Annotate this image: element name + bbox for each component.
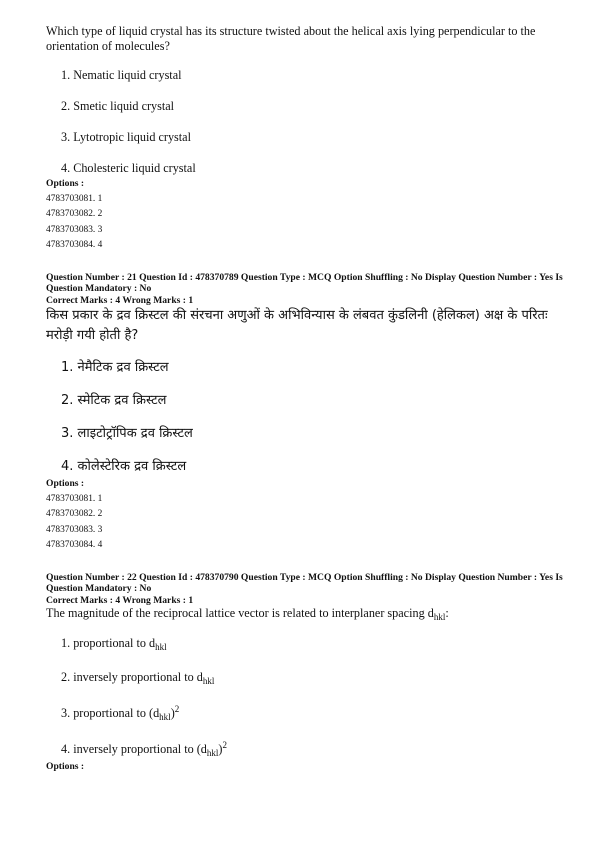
q21-marks: Correct Marks : 4 Wrong Marks : 1 — [46, 294, 194, 306]
q22-text-main: The magnitude of the reciprocal lattice vector is related to interplaner spacing d — [46, 606, 434, 620]
q20-option-id-3: 4783703083. 3 — [46, 224, 103, 235]
q22-text-subscript: hkl — [433, 612, 446, 622]
q21-options-label: Options : — [46, 478, 85, 489]
q22-option-3-text: 3. proportional to (d — [61, 706, 160, 720]
q22-option-2 — [61, 670, 566, 686]
q22-option-1 — [61, 636, 566, 652]
q20-option-id-1: 4783703081. 1 — [46, 193, 103, 204]
q21-option-id-2: 4783703082. 2 — [46, 509, 103, 519]
q21-option-id-1: 4783703081. 1 — [46, 493, 103, 504]
q22-marks: Correct Marks : 4 Wrong Marks : 1 — [46, 594, 194, 606]
question-21-text: किस प्रकार के द्रव क्रिस्टल की संरचना अणुओं के अभिविन्यास के लंबवत कुंडलिनी (हेलिकल) अक्ष के परितः मरोड़ी गयी होती है? — [46, 308, 548, 343]
q21-option-2: 2. स्मेटिक द्रव क्रिस्टल — [61, 393, 167, 408]
question-paper-page — [46, 24, 566, 773]
q21-header: Question Number : 21 Question Id : 478370789 Question Type : MCQ Option Shuffling : No Display Question Number : Yes Is Question Mandatory : No — [46, 271, 563, 294]
q20-option-3: 3. Lytotropic liquid crystal — [61, 130, 191, 144]
q22-header: Question Number : 22 Question Id : 478370790 Question Type : MCQ Option Shuffling : No Display Question Number : Yes Is Question Mandatory : No — [46, 571, 563, 594]
q22-option-3-subscript: hkl — [159, 712, 171, 722]
q21-option-1: 1. नेमैटिक द्रव क्रिस्टल — [61, 360, 169, 375]
question-20-text: Which type of liquid crystal has its structure twisted about the helical axis lying perpendicular to the orientation of molecules? — [46, 24, 536, 53]
q22-option-4-subscript: hkl — [206, 748, 219, 758]
q20-option-id-4: 4783703084. 4 — [46, 240, 103, 250]
q21-option-3: 3. लाइटोट्रॉपिक द्रव क्रिस्टल — [61, 426, 193, 441]
q22-text-end: : — [445, 606, 449, 620]
q22-option-4-text: 4. inversely proportional to (d — [61, 742, 207, 756]
q22-option-4-superscript: 2 — [222, 740, 227, 750]
q21-option-id-3: 4783703083. 3 — [46, 524, 103, 535]
q22-option-1-text: 1. proportional to d — [61, 636, 156, 650]
q21-option-id-4: 4783703084. 4 — [46, 540, 103, 550]
q22-option-4 — [61, 742, 566, 758]
q22-option-2-subscript: hkl — [202, 676, 215, 686]
q22-option-3-superscript: 2 — [174, 704, 180, 714]
q20-option-4: 4. Cholesteric liquid crystal — [61, 161, 196, 175]
q20-option-2: 2. Smetic liquid crystal — [61, 99, 175, 113]
q20-options-label: Options : — [46, 178, 85, 189]
q20-option-1: 1. Nematic liquid crystal — [61, 68, 182, 82]
q22-option-4-suffix: ) — [218, 742, 223, 756]
q21-option-4: 4. कोलेस्टेरिक द्रव क्रिस्टल — [61, 459, 187, 474]
q22-option-2-text: 2. inversely proportional to d — [61, 670, 203, 684]
question-22-text — [46, 606, 566, 622]
q22-option-3-suffix: ) — [170, 706, 175, 720]
q20-option-id-2: 4783703082. 2 — [46, 209, 103, 219]
q22-option-1-subscript: hkl — [155, 642, 167, 652]
q22-option-3 — [61, 706, 566, 722]
q22-options-label: Options : — [46, 761, 85, 772]
